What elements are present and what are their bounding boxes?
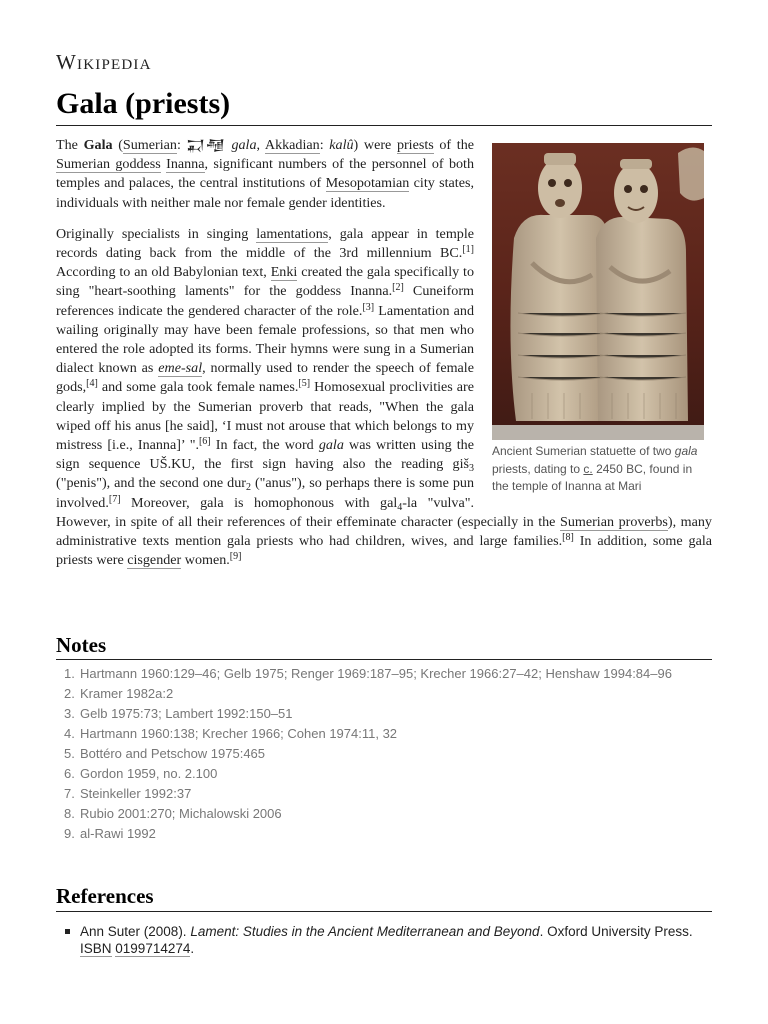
citation-7[interactable]: [7] (108, 493, 121, 505)
references-heading: References (56, 884, 154, 908)
note-item[interactable]: 5. Bottéro and Petschow 1975:465 (64, 746, 266, 761)
link-akkadian[interactable]: Akkadian (264, 137, 320, 153)
citation-5[interactable]: [5] (298, 378, 311, 390)
link-isbn[interactable]: 0199714274 (115, 941, 191, 956)
cuneiform-glyphs: 𒍑𒆷 (186, 138, 226, 153)
citation-9[interactable]: [9] (229, 551, 242, 563)
link-sumerian-proverbs[interactable]: Sumerian proverbs (560, 513, 668, 530)
references-list (80, 923, 712, 957)
note-item[interactable]: 8. Rubio 2001:270; Michalowski 2006 (64, 806, 282, 821)
statuette-image[interactable] (492, 143, 704, 440)
note-item[interactable]: 6. Gordon 1959, no. 2.100 (64, 766, 218, 781)
citation-6[interactable]: [6] (198, 436, 211, 448)
citation-1[interactable]: [1] (462, 244, 474, 256)
note-item[interactable]: 1. Hartmann 1960:129–46; Gelb 1975; Renger 1969:187–95; Krecher 1966:27–42; Henshaw 1994:84–96 (64, 666, 672, 681)
link-enki[interactable]: Enki (270, 264, 298, 281)
link-cisgender[interactable]: cisgender (127, 552, 182, 569)
link-inanna[interactable]: Inanna (166, 156, 205, 173)
figure (490, 143, 712, 496)
citation-3[interactable]: [3] (362, 301, 375, 313)
link-eme-sal[interactable]: eme-sal (158, 360, 203, 377)
link-mesopotamian[interactable]: Mesopotamian (325, 175, 410, 192)
link-lamentations[interactable]: lamentations (256, 225, 329, 242)
note-item[interactable]: 3. Gelb 1975:73; Lambert 1992:150–51 (64, 706, 293, 721)
link-sumerian-goddess[interactable]: Sumerian goddess (56, 156, 161, 173)
link-isbn-label[interactable]: ISBN (80, 941, 112, 956)
intro-paragraph: The Gala (Sumerian: 𒍑𒆷 gala, Akkadian: kalû) were priests of the Sumerian goddess Inanna, significant numbers of the personnel of both temples and palaces, the central institutions of Mesopotamian city states, individuals with neither male nor female gender identities. (56, 137, 475, 211)
history-paragraph: Originally specialists in singing lamentations, gala appear in temple records dating back from the middle of the 3rd millennium BC.[1] According to an old Babylonian text, Enki created the gala specifically to sing "heart-soothing laments" for the goddess Inanna.[2] Cuneiform references indicate the gendered character of the role.[3] Lamentation and wailing originally may have been female professions, so that men who entered the role adopted its forms. Their hymns were sung in a Sumerian dialect known as eme-sal, normally used to render the speech of female gods,[4] and some gala took female names.[5] Homosexual proclivities are clearly implied by the Sumerian proverb that reads, "When the gala wiped off his anus [he said], ‘I must not arouse that which belongs to my mistress [i.e., Inanna]’ ".[6] In fact, the word gala was written using the sign sequence UŠ.KU, the first sign having also the reading giš$_3$ ("penis"), and the second one dur$_2$ ("anus"), so perhaps there is some pun involved.[7] Moreover, gala is homophonous with gal$_4$-la "vulva". However, in spite of all their references of their effeminate character (especially in the Sumerian proverbs), many administrative texts mention gala priests who had children, wives, and large families.[8] In addition, some gala priests were cisgender women.[9] (56, 225, 712, 569)
link-priests[interactable]: priests (396, 137, 434, 153)
citation-8[interactable]: [8] (562, 532, 574, 544)
bullet-icon (65, 929, 70, 934)
book-title: Lament: Studies in the Ancient Mediterranean and Beyond (190, 924, 540, 939)
wikipedia-logo[interactable]: Wikipedia (56, 50, 152, 74)
references-divider (56, 911, 712, 912)
notes-divider (56, 659, 712, 660)
page-title: Gala (priests) (56, 87, 231, 120)
citation-2[interactable]: [2] (392, 282, 404, 294)
figure-caption: Ancient Sumerian statuette of two gala priests, dating to c. 2450 BC, found in the temple of Inanna at Mari (492, 444, 698, 493)
note-item[interactable]: 4. Hartmann 1960:138; Krecher 1966; Cohen 1974:11, 32 (64, 726, 398, 741)
note-item[interactable]: 9. al-Rawi 1992 (64, 826, 156, 841)
article-body (56, 136, 712, 582)
citation-4[interactable]: [4] (86, 378, 98, 390)
link-sumerian[interactable]: Sumerian (122, 137, 177, 153)
gala-term: Gala (83, 137, 113, 153)
reference-item: Ann Suter (2008). Lament: Studies in the Ancient Mediterranean and Beyond. Oxford University Press. ISBN 0199714274. (80, 923, 712, 957)
notes-heading: Notes (56, 633, 107, 657)
title-divider (56, 125, 712, 126)
notes-list (64, 666, 712, 846)
note-item[interactable]: 7. Steinkeller 1992:37 (64, 786, 192, 801)
note-item[interactable]: 2. Kramer 1982a:2 (64, 686, 174, 701)
